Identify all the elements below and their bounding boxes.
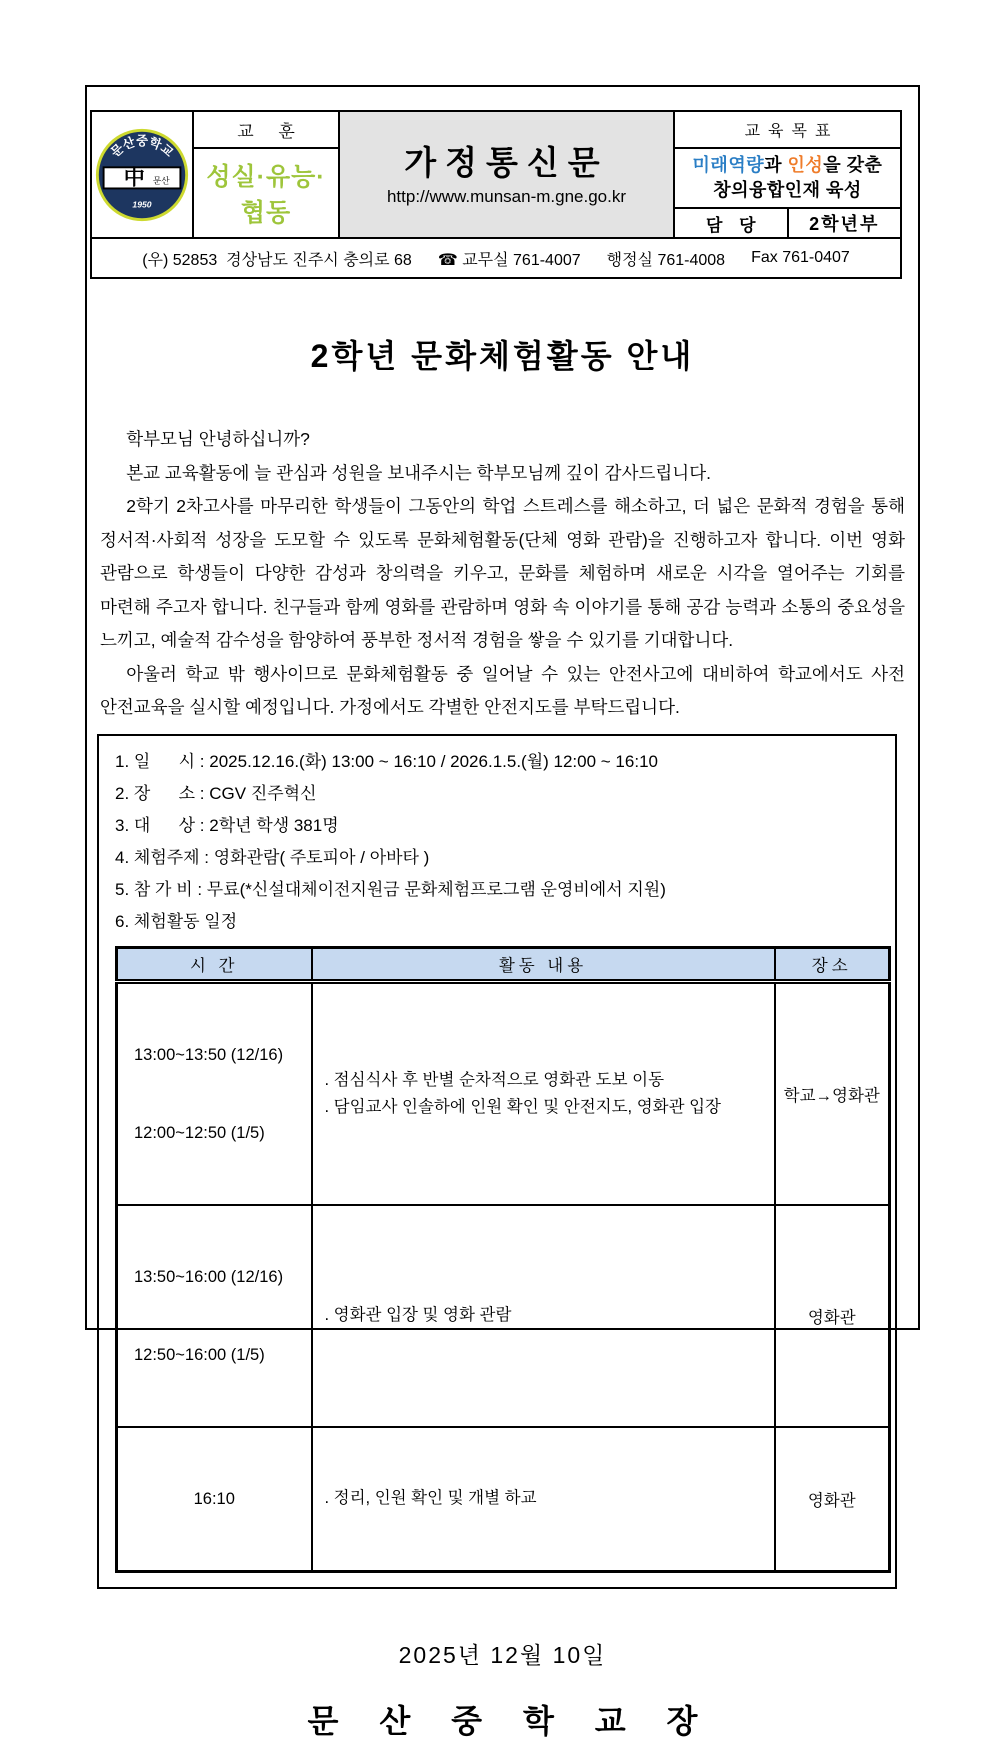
info-item-place: 2. 장 소 : CGV 진주혁신 <box>115 783 317 803</box>
svg-text:1950: 1950 <box>132 199 152 210</box>
place-cell: 영화관 <box>775 1427 890 1572</box>
activity-cell <box>312 981 775 1205</box>
staff-value: 2학년부 <box>788 208 902 238</box>
phone-admin: 행정실 761-4008 <box>606 251 726 269</box>
info-item-theme: 4. 체험주제 : 영화관람( 주토피아 / 아바타 ) <box>115 847 430 867</box>
time-cell <box>117 981 312 1205</box>
info-item-fee: 5. 참 가 비 : 무료(*신설대체이전지원금 문화체험프로그램 운영비에서 지원) <box>115 879 666 899</box>
activity-line: . 담임교사 인솔하에 인원 확인 및 안전지도, 영화관 입장 <box>324 1097 722 1116</box>
time-line: 12:00~12:50 (1/5) <box>134 1123 265 1142</box>
activity-cell <box>312 1427 775 1572</box>
table-row <box>117 1427 890 1572</box>
info-item-datetime: 1. 일 시 : 2025.12.16.(화) 13:00 ~ 16:10 / 2026.1.5.(월) 12:00 ~ 16:10 <box>115 751 658 771</box>
logo-cell <box>91 111 193 238</box>
staff-label: 담 당 <box>674 208 788 238</box>
motto-label: 교 훈 <box>193 111 339 148</box>
document-date: 2025년 12월 10일 <box>398 1641 607 1668</box>
education-goal-text <box>675 153 900 203</box>
goal-text-line2: 창의융합인재 육성 <box>713 180 862 200</box>
col-header-place: 장소 <box>775 947 890 981</box>
school-logo <box>92 127 192 223</box>
motto-value: 성실·유능·협동 <box>193 148 339 238</box>
address-row <box>91 238 901 278</box>
goal-keyword-blue: 미래역량 <box>692 155 765 175</box>
principal-signature: 문 산 중 학 교 장 <box>307 1702 714 1739</box>
paragraph-purpose: 2학기 2차고사를 마무리한 학생들이 그동안의 학업 스트레스를 해소하고, 더 넓은 문화적 경험을 통해 정서적·사회적 성장을 도모할 수 있도록 문화체험활동(단체 영화 관람)을 진행하고자 합니다. 이번 영화 관람으로 학생들이 다양한 감성과 창의력을 키우고, 문화를 체험하며 새로운 시각을 열어주는 기회를 마련해 주고자 합니다. 친구들과 함께 영화를 관람하며 영화 속 이야기를 통해 공감 능력과 소통의 중요성을 느끼고, 예술적 감수성을 함양하여 풍부한 정서적 경험을 쌓을 수 있기를 기대합니다. <box>100 496 905 650</box>
paragraph-safety: 아울러 학교 밖 행사이므로 문화체험활동 중 일어날 수 있는 안전사고에 대비하여 학교에서도 사전 안전교육을 실시할 예정입니다. 가정에서도 각별한 안전지도를 부탁드립니다. <box>100 663 905 717</box>
table-row <box>117 981 890 1205</box>
goal-keyword-orange: 인성 <box>787 155 824 175</box>
svg-text:문산중학교: 문산중학교 <box>108 133 176 160</box>
goal-text-rest: 을 갖춘 <box>823 155 883 175</box>
schedule-table <box>115 946 891 1573</box>
activity-cell <box>312 1205 775 1427</box>
time-line: 13:00~13:50 (12/16) <box>134 1045 284 1064</box>
page-title: 2학년 문화체험활동 안내 <box>310 338 695 374</box>
school-website-url: http://www.munsan-m.gne.go.kr <box>386 187 627 207</box>
info-box <box>97 734 897 1589</box>
page-frame <box>85 85 920 1739</box>
paragraph-greeting: 학부모님 안녕하십니까? <box>126 429 310 449</box>
svg-text:中: 中 <box>123 166 145 190</box>
schedule-header-row <box>117 947 890 981</box>
doc-type-cell <box>339 111 674 238</box>
info-item-schedule-label: 6. 체험활동 일정 <box>115 911 238 931</box>
goal-text-mid: 과 <box>764 155 788 175</box>
time-cell <box>117 1427 312 1572</box>
education-goal-cell <box>674 148 901 208</box>
time-cell <box>117 1205 312 1427</box>
time-line: 12:50~16:00 (1/5) <box>134 1345 265 1364</box>
body-text <box>100 423 905 725</box>
col-header-activity: 활동 내용 <box>312 947 775 981</box>
svg-text:문산: 문산 <box>152 175 170 186</box>
goal-label: 교육목표 <box>674 111 901 148</box>
header-table <box>90 110 902 279</box>
activity-line: . 정리, 인원 확인 및 개별 하교 <box>324 1489 537 1507</box>
table-row <box>117 1205 890 1427</box>
paragraph-thanks: 본교 교육활동에 늘 관심과 성원을 보내주시는 학부모님께 깊이 감사드립니다. <box>126 462 711 483</box>
place-cell: 학교→영화관 <box>775 981 890 1205</box>
activity-line: . 점심식사 후 반별 순차적으로 영화관 도보 이동 <box>324 1070 665 1089</box>
time-line: 13:50~16:00 (12/16) <box>134 1267 284 1286</box>
doc-type-title: 가정통신문 <box>404 143 609 181</box>
place-cell: 영화관 <box>775 1205 890 1427</box>
postal-address: (우) 52853 경상남도 진주시 충의로 68 <box>142 251 412 269</box>
school-emblem-icon <box>94 127 190 223</box>
fax-number: Fax 761-0407 <box>751 249 850 266</box>
activity-line: . 영화관 입장 및 영화 관람 <box>324 1306 512 1324</box>
phone-office: ☎ 교무실 761-4007 <box>437 251 581 269</box>
col-header-time: 시 간 <box>117 947 312 981</box>
time-line: 16:10 <box>193 1489 235 1508</box>
info-item-target: 3. 대 상 : 2학년 학생 381명 <box>115 815 339 835</box>
